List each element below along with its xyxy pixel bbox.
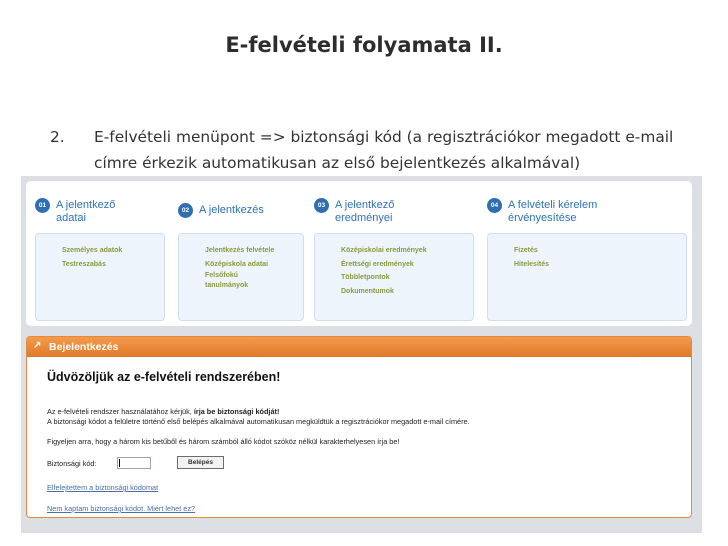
info-line-2: A biztonsági kódot a felületre történő első belépés alkalmával automatikusan megküldtük a regisztrációkor megadott e-mail címére. bbox=[47, 417, 470, 426]
nav-link-personal-data[interactable]: Személyes adatok bbox=[62, 247, 123, 254]
nav-links-box bbox=[178, 233, 304, 321]
login-button[interactable]: Belépés bbox=[177, 456, 224, 469]
nav-links-box bbox=[314, 233, 474, 321]
login-header bbox=[27, 337, 692, 357]
nav-link-school-results[interactable]: Középiskolai eredmények bbox=[341, 247, 427, 254]
step-text: E-felvételi menüpont => biztonsági kód (a regisztrációkor megadott e-mail címre érkezik automatikusan az első bejelentkezés alkalmával) bbox=[94, 128, 674, 172]
nav-link-payment[interactable]: Fizetés bbox=[514, 247, 538, 254]
security-code-input[interactable] bbox=[117, 457, 151, 469]
slide-title: E-felvételi folyamata II. bbox=[225, 33, 503, 57]
nav-link-documents[interactable]: Dokumentumok bbox=[341, 287, 394, 295]
arrow-up-right-icon: ↗ bbox=[33, 340, 42, 351]
text-cursor bbox=[119, 459, 120, 467]
nav-link-customize[interactable]: Testreszabás bbox=[62, 260, 106, 268]
nav-link-add-application[interactable]: Jelentkezés felvétele bbox=[205, 247, 275, 254]
nav-link-extra-points[interactable]: Többletpontok bbox=[341, 274, 390, 281]
nav-links-box bbox=[487, 233, 687, 321]
nav-title-application[interactable]: A jelentkezés bbox=[199, 204, 264, 216]
login-header-label: Bejelentkezés bbox=[49, 341, 119, 353]
info-line-1 bbox=[47, 407, 677, 417]
security-code-label: Biztonsági kód: bbox=[47, 459, 97, 468]
login-panel bbox=[26, 336, 692, 518]
nav-link-final-exam-results[interactable]: Érettségi eredmények bbox=[341, 260, 414, 268]
step-badge: 04 bbox=[487, 198, 502, 213]
code-not-received-link[interactable]: Nem kaptam biztonsági kódot. Miért lehet ez? bbox=[47, 504, 196, 513]
info-line-3: Figyeljen arra, hogy a három kis betűből és három számból álló kódot szóköz nélkül karakterhelyesen írja be! bbox=[47, 437, 400, 446]
step-badge: 01 bbox=[35, 198, 50, 213]
step-badge: 02 bbox=[178, 203, 193, 218]
nav-links-box bbox=[35, 233, 165, 321]
nav-title-applicant-data[interactable]: A jelentkező adatai bbox=[56, 199, 116, 224]
nav-link-higher-education[interactable]: Felsőfokú tanulmányok bbox=[205, 272, 249, 289]
embedded-screenshot bbox=[21, 176, 702, 533]
step-number: 2. bbox=[50, 128, 65, 146]
forgot-code-link[interactable]: Elfelejtettem a biztonsági kódomat bbox=[47, 483, 159, 492]
nav-link-authentication[interactable]: Hitelesítés bbox=[514, 260, 550, 268]
welcome-heading: Üdvözöljük az e-felvételi rendszerében! bbox=[47, 370, 281, 384]
nav-link-secondary-school-data[interactable]: Középiskola adatai bbox=[205, 260, 269, 268]
info-text: Az e-felvételi rendszer használatához kérjük, bbox=[47, 407, 194, 416]
nav-title-results[interactable]: A jelentkező eredményei bbox=[335, 199, 395, 224]
process-nav-panel bbox=[26, 181, 692, 326]
info-emphasis: írja be biztonsági kódját! bbox=[193, 407, 280, 416]
step-badge: 03 bbox=[314, 198, 329, 213]
nav-title-validation[interactable]: A felvételi kérelem érvényesítése bbox=[508, 199, 598, 224]
